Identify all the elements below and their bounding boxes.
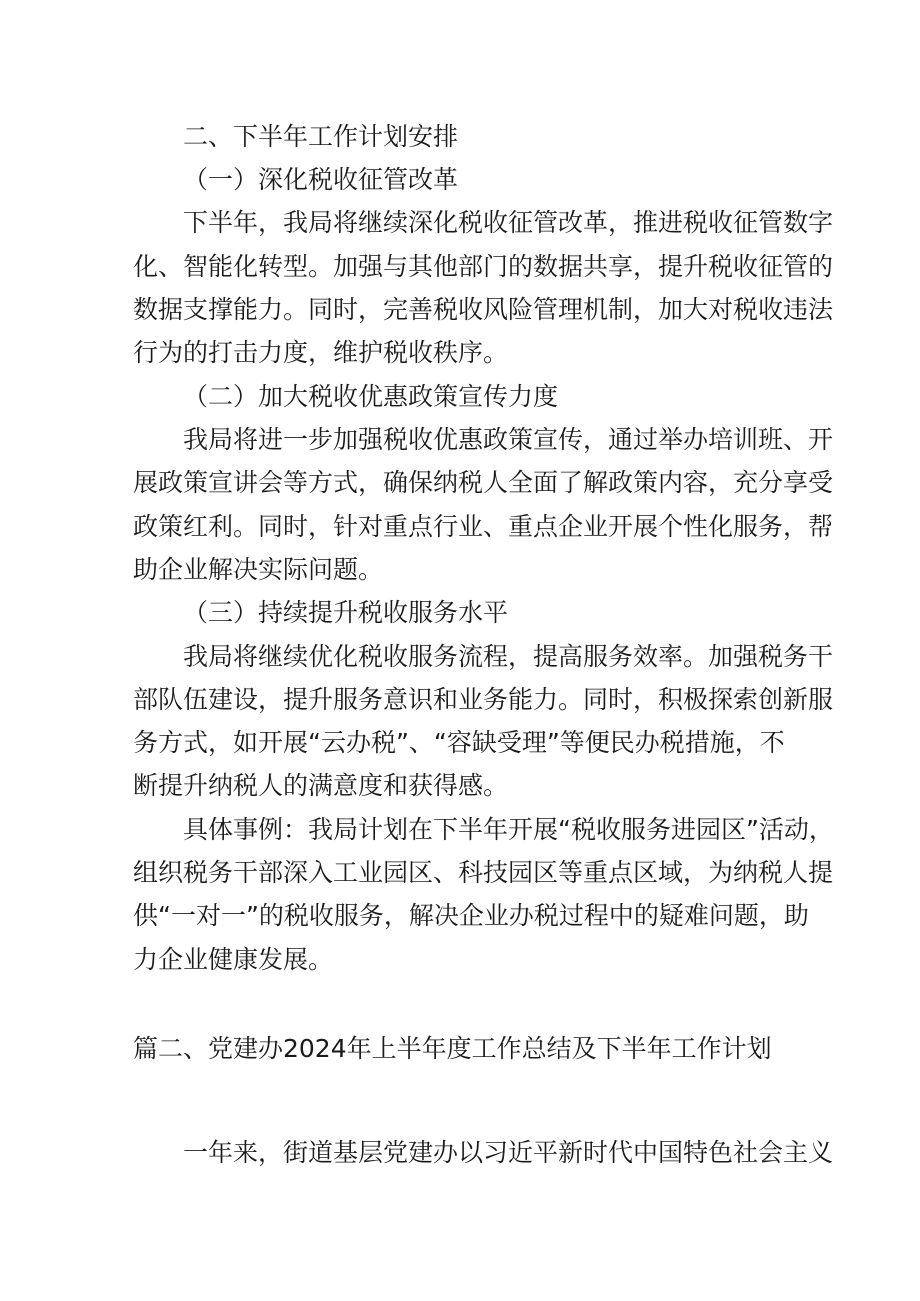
section-heading: 二、下半年工作计划安排 bbox=[183, 122, 459, 151]
paragraph-line: 组织税务干部深入工业园区、科技园区等重点区域，为纳税人提 bbox=[133, 858, 834, 887]
paragraph-line: 具体事例：我局计划在下半年开展“税收服务进园区”活动， bbox=[183, 815, 834, 844]
paragraph-line: 化、智能化转型。加强与其他部门的数据共享，提升税收征管的 bbox=[133, 252, 834, 281]
paragraph-line: 行为的打击力度，维护税收秩序。 bbox=[133, 338, 509, 367]
paragraph-line: 数据支撑能力。同时，完善税收风险管理机制，加大对税收违法 bbox=[133, 295, 834, 324]
paragraph-line: 我局将进一步加强税收优惠政策宣传，通过举办培训班、开 bbox=[183, 425, 834, 454]
paragraph-line: 助企业解决实际问题。 bbox=[133, 555, 384, 584]
paragraph-line: 供“一对一”的税收服务，解决企业办税过程中的疑难问题，助 bbox=[133, 901, 809, 930]
paragraph-line: 务方式，如开展“云办税”、“容缺受理”等便民办税措施，不 bbox=[133, 728, 785, 757]
paragraph-line: 我局将继续优化税收服务流程，提高服务效率。加强税务干 bbox=[183, 642, 834, 671]
paragraph-line: 部队伍建设，提升服务意识和业务能力。同时，积极探索创新服 bbox=[133, 685, 834, 714]
paragraph-line: 力企业健康发展。 bbox=[133, 945, 334, 974]
paragraph-line: 政策红利。同时，针对重点行业、重点企业开展个性化服务，帮 bbox=[133, 512, 834, 541]
chapter-title: 篇二、党建办2024年上半年度工作总结及下半年工作计划 bbox=[133, 1034, 772, 1063]
paragraph-line: 展政策宣讲会等方式，确保纳税人全面了解政策内容，充分享受 bbox=[133, 468, 834, 497]
subheading-3: （三）持续提升税收服务水平 bbox=[183, 598, 509, 627]
subheading-1: （一）深化税收征管改革 bbox=[183, 165, 459, 194]
paragraph-line: 下半年，我局将继续深化税收征管改革，推进税收征管数字 bbox=[183, 208, 834, 237]
paragraph-line: 断提升纳税人的满意度和获得感。 bbox=[133, 771, 509, 800]
subheading-2: （二）加大税收优惠政策宣传力度 bbox=[183, 382, 559, 411]
paragraph-line: 一年来，街道基层党建办以习近平新时代中国特色社会主义 bbox=[183, 1138, 834, 1167]
